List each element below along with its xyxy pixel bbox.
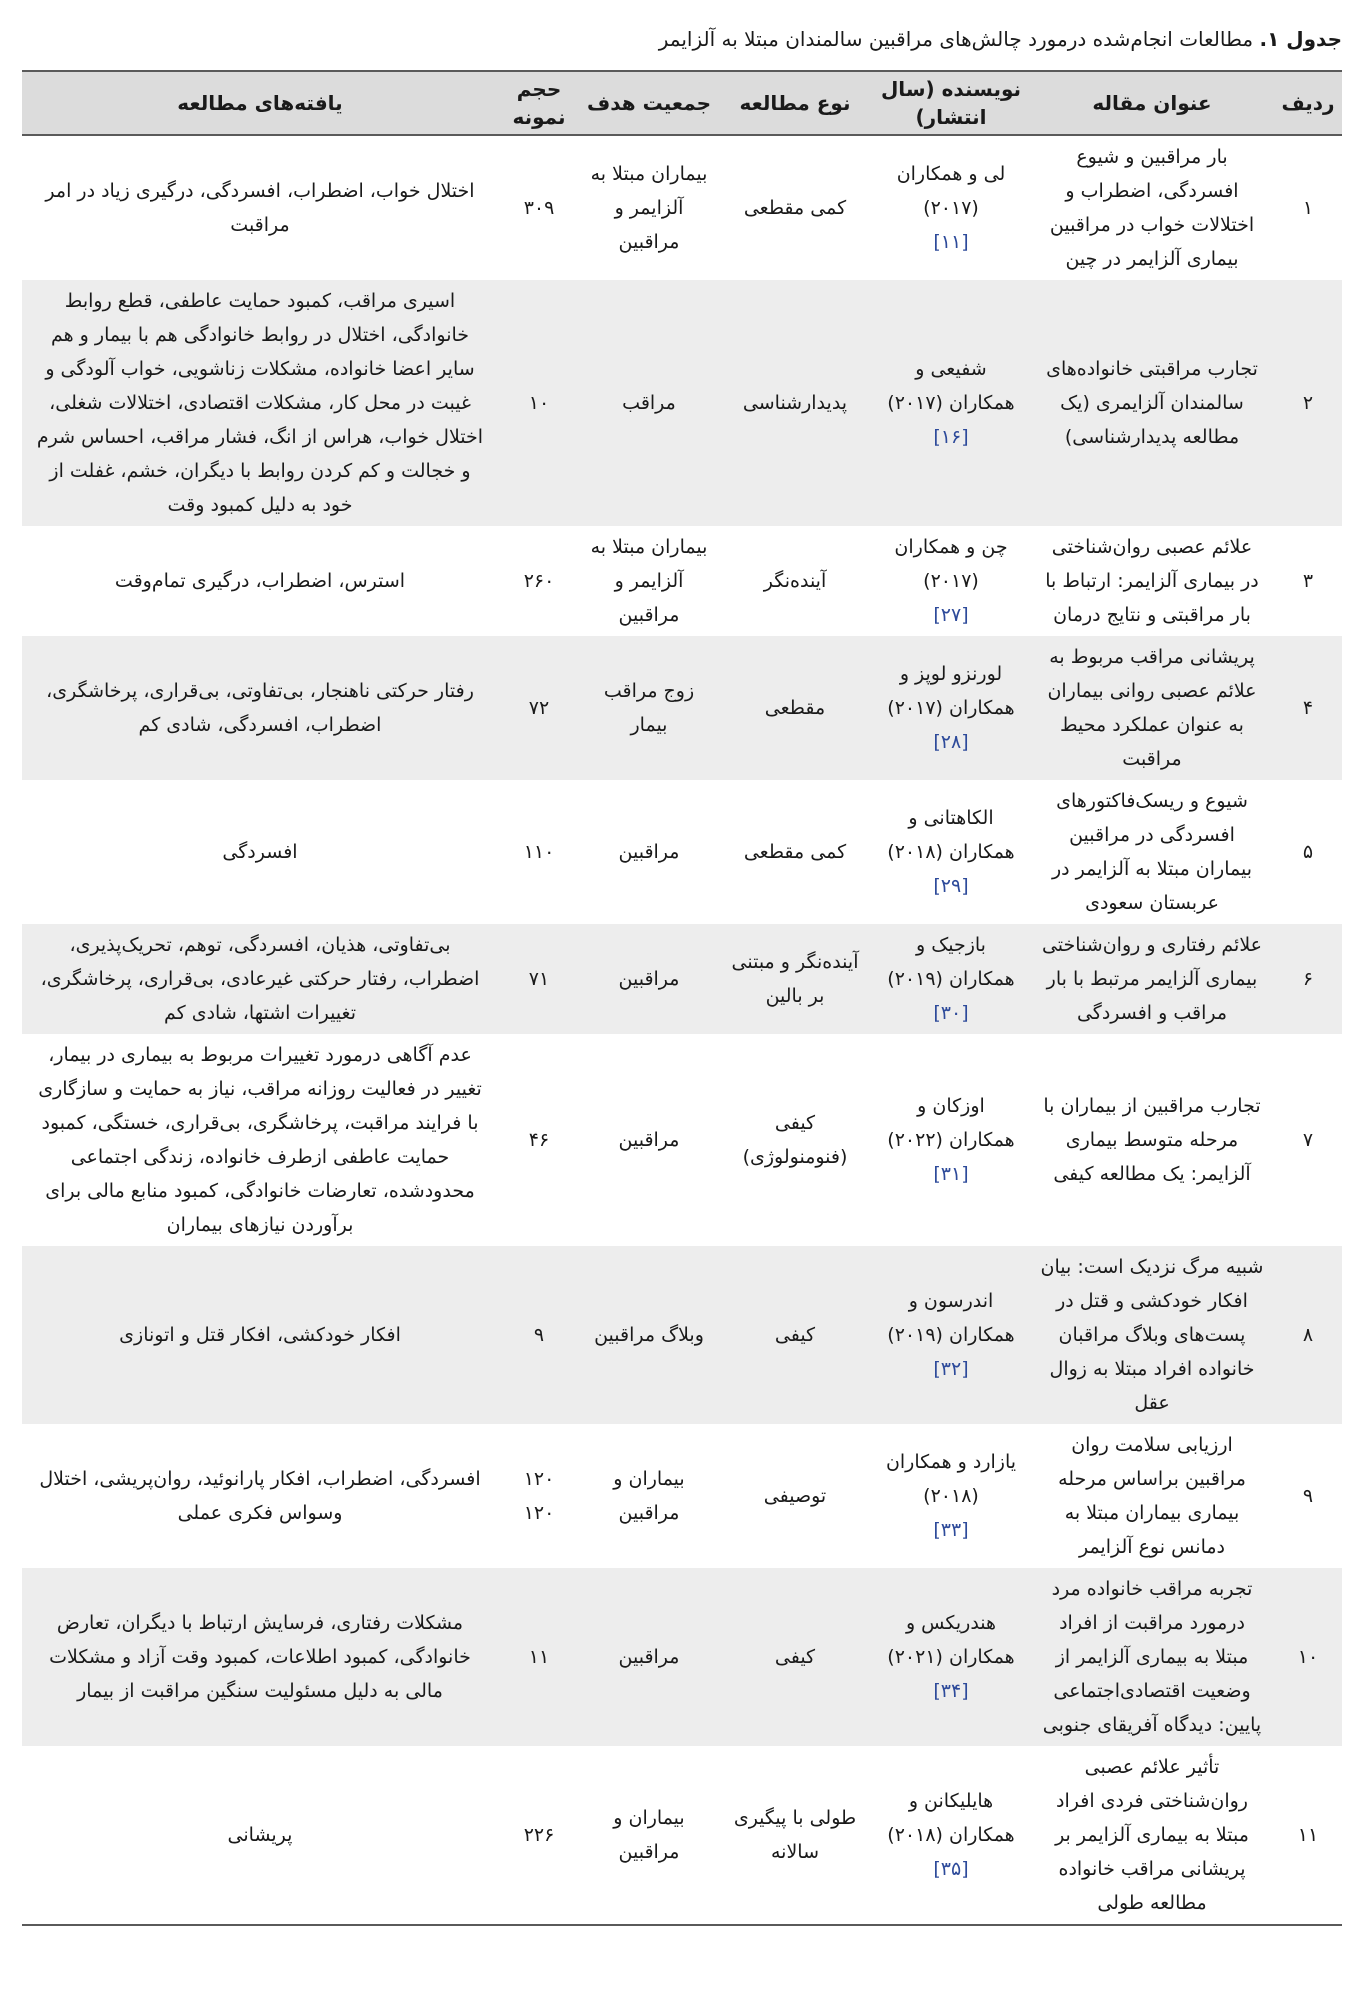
- cell-sample-size: ۹: [498, 1246, 580, 1424]
- cell-population: مراقبین: [618, 841, 680, 863]
- reference-link[interactable]: [۱۱]: [933, 231, 969, 253]
- header-author: نویسنده (سال انتشار): [872, 71, 1030, 135]
- cell-row-number: ۱۰: [1274, 1568, 1342, 1746]
- cell-title: تجارب مراقبین از بیماران با مرحله متوسط بیماری آلزایمر: یک مطالعه کیفی: [1043, 1095, 1261, 1185]
- cell-row-number: ۴: [1274, 636, 1342, 780]
- studies-table: [22, 70, 1342, 1926]
- cell-row-number: ۶: [1274, 924, 1342, 1034]
- cell-sample-size: ۱۰: [498, 280, 580, 526]
- cell-sample-size: ۱۱: [498, 1568, 580, 1746]
- author-text: الکاهتانی و همکاران (۲۰۱۸): [887, 807, 1015, 863]
- table-row: [22, 924, 1342, 1034]
- cell-population: وبلاگ مراقبین: [580, 1246, 718, 1424]
- cell-row-number: ۹: [1302, 1485, 1314, 1507]
- cell-author: [872, 1746, 1030, 1925]
- cell-population: زوج مراقب بیمار: [580, 636, 718, 780]
- cell-title: تجارب مراقبتی خانواده‌های سالمندان آلزایمری (یک مطالعه پدیدارشناسی): [1030, 280, 1274, 526]
- cell-study-type: آینده‌نگر: [763, 570, 827, 592]
- cell-row-number: ۷: [1302, 1129, 1314, 1151]
- reference-link[interactable]: [۳۳]: [933, 1519, 969, 1541]
- cell-row-number: ۵: [1302, 841, 1314, 863]
- table-row: [22, 780, 1342, 924]
- reference-link[interactable]: [۳۴]: [933, 1680, 969, 1702]
- author-text: شفیعی و همکاران (۲۰۱۷): [887, 358, 1015, 414]
- cell-population: بیماران و مراقبین: [580, 1746, 718, 1925]
- reference-link[interactable]: [۳۱]: [933, 1163, 969, 1185]
- table-row: [22, 1568, 1342, 1746]
- header-row: [22, 71, 1342, 135]
- cell-author: [872, 1568, 1030, 1746]
- header-study-type: نوع مطالعه: [718, 71, 872, 135]
- cell-findings: بی‌تفاوتی، هذیان، افسردگی، توهم، تحریک‌پذیری، اضطراب، رفتار حرکتی غیرعادی، بی‌قراری، پرخاشگری، تغییرات اشتها، شادی کم: [22, 924, 498, 1034]
- cell-author: [872, 780, 1030, 924]
- cell-author: [872, 1424, 1030, 1568]
- cell-study-type: کیفی (فنومنولوژی): [742, 1112, 848, 1168]
- cell-row-number: ۱۱: [1274, 1746, 1342, 1925]
- cell-study-type: کیفی: [718, 1246, 872, 1424]
- table-caption-label: جدول ۱.: [1259, 27, 1342, 51]
- table-row: [22, 1246, 1342, 1424]
- cell-title: شبیه مرگ نزدیک است: بیان افکار خودکشی و قتل در پست‌های وبلاگ مراقبان خانواده افراد مبتلا به زوال عقل: [1030, 1246, 1274, 1424]
- cell-title: علائم رفتاری و روان‌شناختی بیماری آلزایمر مرتبط با بار مراقب و افسردگی: [1030, 924, 1274, 1034]
- author-text: یازارد و همکاران (۲۰۱۸): [885, 1451, 1017, 1507]
- cell-study-type: کمی مقطعی: [743, 841, 847, 863]
- cell-row-number: ۲: [1274, 280, 1342, 526]
- cell-population: بیماران و مراقبین: [613, 1468, 685, 1524]
- cell-findings: پریشانی: [22, 1746, 498, 1925]
- cell-author: [872, 1246, 1030, 1424]
- cell-study-type: آینده‌نگر و مبتنی بر بالین: [718, 924, 872, 1034]
- table-row: [22, 135, 1342, 280]
- table-row: [22, 1424, 1342, 1568]
- author-text: لی و همکاران (۲۰۱۷): [896, 163, 1006, 219]
- author-text: چن و همکاران (۲۰۱۷): [894, 536, 1008, 592]
- cell-study-type: طولی با پیگیری سالانه: [718, 1746, 872, 1925]
- cell-findings: رفتار حرکتی ناهنجار، بی‌تفاوتی، بی‌قراری، پرخاشگری، اضطراب، افسردگی، شادی کم: [22, 636, 498, 780]
- cell-sample-size: ۳۰۹: [523, 197, 555, 219]
- table-row: [22, 636, 1342, 780]
- cell-author: [872, 280, 1030, 526]
- cell-title: تأثیر علائم عصبی روان‌شناختی فردی افراد مبتلا به بیماری آلزایمر بر پریشانی مراقب خانواده مطالعه طولی: [1030, 1746, 1274, 1925]
- cell-row-number: ۱: [1302, 197, 1314, 219]
- author-text: اندرسون و همکاران (۲۰۱۹): [887, 1290, 1015, 1346]
- table-caption-text: مطالعات انجام‌شده درمورد چالش‌های مراقبین سالمندان مبتلا به آلزایمر: [658, 27, 1254, 51]
- cell-sample-size: ۷۱: [498, 924, 580, 1034]
- cell-author: [872, 924, 1030, 1034]
- header-sample-size: حجم نمونه: [498, 71, 580, 135]
- cell-sample-size: ۱۲۰ ۱۲۰: [523, 1468, 555, 1524]
- cell-findings: مشکلات رفتاری، فرسایش ارتباط با دیگران، تعارض خانوادگی، کمبود اطلاعات، کمبود وقت آزاد و مشکلات مالی به دلیل مسئولیت سنگین مراقبت از بیمار: [22, 1568, 498, 1746]
- table-body: [22, 135, 1342, 1925]
- reference-link[interactable]: [۲۹]: [933, 875, 969, 897]
- cell-author: [872, 135, 1030, 280]
- author-text: هندریکس و همکاران (۲۰۲۱): [887, 1612, 1015, 1668]
- header-row-number: ردیف: [1274, 71, 1342, 135]
- author-text: لورنزو لوپز و همکاران (۲۰۱۷): [887, 663, 1015, 719]
- table-row: [22, 1746, 1342, 1925]
- cell-title: پریشانی مراقب مربوط به علائم عصبی روانی بیماران به عنوان عملکرد محیط مراقبت: [1030, 636, 1274, 780]
- header-population: جمعیت هدف: [580, 71, 718, 135]
- cell-sample-size: ۴۶: [528, 1129, 550, 1151]
- reference-link[interactable]: [۳۵]: [933, 1858, 969, 1880]
- table-header: [22, 71, 1342, 135]
- cell-population: مراقب: [580, 280, 718, 526]
- cell-author: [872, 636, 1030, 780]
- table-row: [22, 526, 1342, 636]
- reference-link[interactable]: [۳۰]: [933, 1002, 969, 1024]
- reference-link[interactable]: [۲۸]: [933, 731, 969, 753]
- cell-sample-size: ۲۶۰: [523, 570, 555, 592]
- table-caption: [22, 24, 1342, 58]
- cell-findings: اختلال خواب، اضطراب، افسردگی، درگیری زیاد در امر مراقبت: [45, 180, 475, 236]
- cell-population: مراقبین: [580, 924, 718, 1034]
- cell-population: مراقبین: [618, 1129, 680, 1151]
- cell-row-number: ۸: [1274, 1246, 1342, 1424]
- cell-study-type: توصیفی: [763, 1485, 827, 1507]
- cell-population: بیماران مبتلا به آلزایمر و مراقبین: [590, 163, 708, 253]
- cell-findings: افسردگی: [222, 841, 298, 863]
- cell-study-type: کیفی: [718, 1568, 872, 1746]
- cell-title: ارزیابی سلامت روان مراقبین براساس مرحله بیماری بیماران مبتلا به دمانس نوع آلزایمر: [1058, 1434, 1246, 1558]
- cell-study-type: مقطعی: [718, 636, 872, 780]
- table-row: [22, 1034, 1342, 1246]
- author-text: هایلیکانن و همکاران (۲۰۱۸): [887, 1790, 1015, 1846]
- header-findings: یافته‌های مطالعه: [22, 71, 498, 135]
- author-text: اوزکان و همکاران (۲۰۲۲): [887, 1095, 1015, 1151]
- cell-findings: استرس، اضطراب، درگیری تمام‌وقت: [114, 570, 406, 592]
- cell-study-type: کمی مقطعی: [743, 197, 847, 219]
- reference-link[interactable]: [۳۲]: [933, 1358, 969, 1380]
- cell-study-type: پدیدارشناسی: [718, 280, 872, 526]
- cell-sample-size: ۷۲: [498, 636, 580, 780]
- cell-author: [872, 526, 1030, 636]
- cell-findings: افسردگی، اضطراب، افکار پارانوئید، روان‌پریشی، اختلال وسواس فکری عملی: [39, 1468, 481, 1524]
- table-row: [22, 280, 1342, 526]
- cell-population: بیماران مبتلا به آلزایمر و مراقبین: [590, 536, 708, 626]
- cell-findings: افکار خودکشی، افکار قتل و اتونازی: [22, 1246, 498, 1424]
- cell-findings: اسیری مراقب، کمبود حمایت عاطفی، قطع روابط خانوادگی، اختلال در روابط خانوادگی هم با بیمار و هم سایر اعضا خانواده، مشکلات زناشویی، خواب آلودگی و غیبت در محل کار، مشکلات اقتصادی، اختلالات شغلی، اختلال خواب، هراس از انگ، فشار مراقب، احساس شرم و خجالت و کم کردن روابط با دیگران، خشم، غفلت از خود به دلیل کمبود وقت: [22, 280, 498, 526]
- cell-title: بار مراقبین و شیوع افسردگی، اضطراب و اختلالات خواب در مراقبین بیماری آلزایمر در چین: [1049, 146, 1255, 270]
- header-title: عنوان مقاله: [1030, 71, 1274, 135]
- cell-findings: عدم آگاهی درمورد تغییرات مربوط به بیماری در بیمار، تغییر در فعالیت روزانه مراقب، نیاز به حمایت و سازگاری با فرایند مراقبت، پرخاشگری، بی‌قراری، خستگی، کمبود حمایت عاطفی ازطرف خانواده، زندگی اجتماعی محدودشده، تعارضات خانوادگی، کمبود منابع مالی برای برآوردن نیازهای بیماران: [38, 1044, 482, 1236]
- cell-sample-size: ۲۲۶: [498, 1746, 580, 1925]
- author-text: بازجیک و همکاران (۲۰۱۹): [887, 934, 1015, 990]
- reference-link[interactable]: [۲۷]: [933, 604, 969, 626]
- cell-population: مراقبین: [580, 1568, 718, 1746]
- reference-link[interactable]: [۱۶]: [933, 426, 969, 448]
- cell-title: علائم عصبی روان‌شناختی در بیماری آلزایمر: ارتباط با بار مراقبتی و نتایج درمان: [1045, 536, 1259, 626]
- cell-title: شیوع و ریسک‌فاکتورهای افسردگی در مراقبین بیماران مبتلا به آلزایمر در عربستان سعودی: [1051, 790, 1253, 914]
- cell-row-number: ۳: [1302, 570, 1314, 592]
- cell-title: تجربه مراقب خانواده مرد درمورد مراقبت از افراد مبتلا به بیماری آلزایمر از وضعیت اقتصادی‌اجتماعی پایین: دیدگاه آفریقای جنوبی: [1030, 1568, 1274, 1746]
- cell-sample-size: ۱۱۰: [523, 841, 555, 863]
- cell-author: [872, 1034, 1030, 1246]
